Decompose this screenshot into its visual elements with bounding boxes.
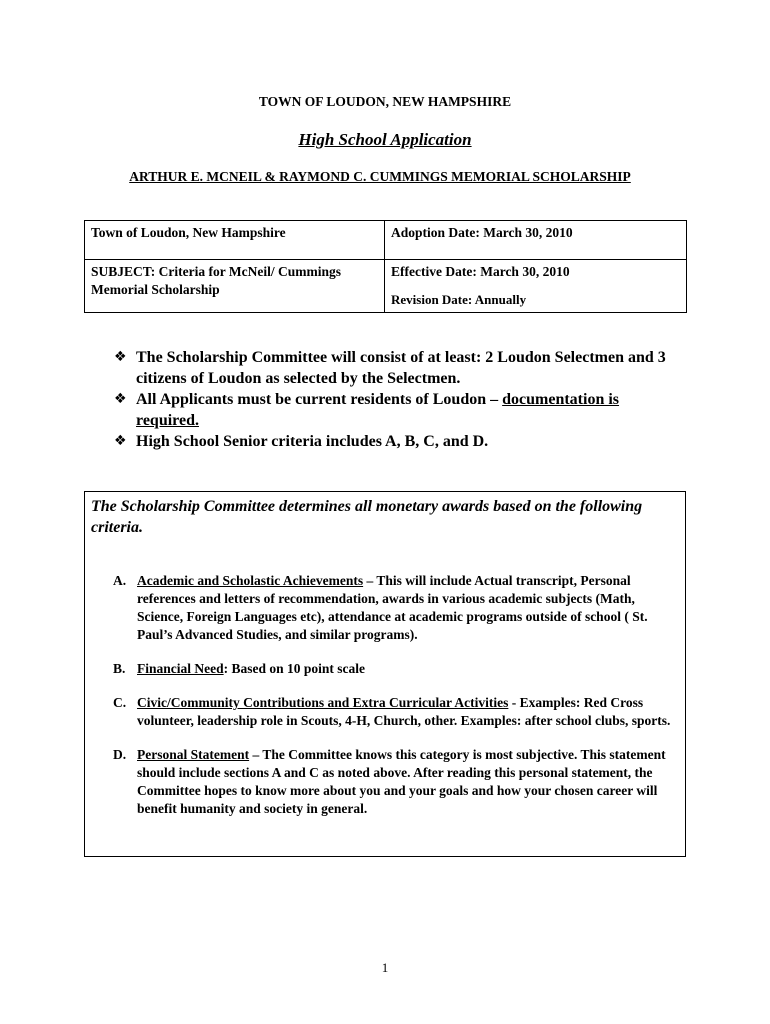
section-letter: D. — [113, 747, 127, 762]
section-heading: Civic/Community Contributions and Extra Curricular Activities — [137, 695, 509, 710]
criteria-item — [114, 347, 684, 389]
scholarship-title: ARTHUR E. MCNEIL & RAYMOND C. CUMMINGS MEMORIAL SCHOLARSHIP — [129, 169, 631, 184]
section-body: : Based on 10 point scale — [223, 661, 366, 676]
section-heading: Personal Statement — [137, 747, 250, 762]
criteria-underlined-text: documentation is required. — [136, 391, 620, 429]
section-body: – The Committee knows this category is most subjective. This statement should include sections A and C as noted above. After reading this personal statement, the Committee hopes to know more about you and your goals and how your chosen career will benefit humanity and society in general. — [137, 747, 666, 816]
policy-table — [84, 220, 687, 313]
adoption-date-cell: Adoption Date: March 30, 2010 — [385, 221, 687, 260]
diamond-bullet-icon: ❖ — [114, 433, 127, 449]
dates-cell — [385, 260, 687, 313]
section-letter: A. — [113, 573, 127, 588]
section-letter: B. — [113, 661, 126, 676]
criteria-item — [114, 389, 684, 431]
section-item — [113, 746, 679, 818]
diamond-bullet-icon: ❖ — [114, 349, 127, 365]
revision-date: Revision Date: Annually — [391, 292, 527, 307]
section-letter: C. — [113, 695, 127, 710]
criteria-text: High School Senior criteria includes A, B, C, and D. — [136, 433, 489, 450]
policy-town-cell: Town of Loudon, New Hampshire — [85, 221, 385, 260]
diamond-bullet-icon: ❖ — [114, 391, 127, 407]
page-number: 1 — [381, 960, 389, 975]
section-item — [113, 660, 679, 678]
policy-row — [85, 260, 687, 313]
criteria-text: The Scholarship Committee will consist of at least: 2 Loudon Selectmen and 3 citizens of Loudon as selected by the Selectmen. — [136, 349, 666, 387]
criteria-list — [114, 347, 684, 452]
section-item — [113, 572, 679, 644]
section-heading: Financial Need — [137, 661, 224, 676]
awards-sections — [113, 572, 679, 834]
effective-date: Effective Date: March 30, 2010 — [391, 264, 570, 279]
criteria-text: All Applicants must be current residents of Loudon – — [136, 391, 503, 408]
criteria-item — [114, 431, 684, 452]
application-title: High School Application — [298, 130, 472, 149]
section-body: - Examples: Red Cross volunteer, leadership role in Scouts, 4-H, Church, other. Examples: after school clubs, sports. — [137, 695, 671, 728]
section-item — [113, 694, 679, 730]
policy-row — [85, 221, 687, 260]
awards-intro: The Scholarship Committee determines all monetary awards based on the following criteria. — [91, 498, 643, 536]
section-heading: Academic and Scholastic Achievements — [137, 573, 364, 588]
section-body: – This will include Actual transcript, Personal references and letters of recommendation, awards in various academic subjects (Math, Science, Foreign Languages etc), attendance at academic programs outside of school ( St. Paul’s Advanced Studies, and similar programs). — [137, 573, 648, 642]
town-title: TOWN OF LOUDON, NEW HAMPSHIRE — [258, 94, 512, 109]
subject-cell: SUBJECT: Criteria for McNeil/ Cummings Memorial Scholarship — [85, 260, 385, 313]
awards-box — [84, 491, 686, 857]
